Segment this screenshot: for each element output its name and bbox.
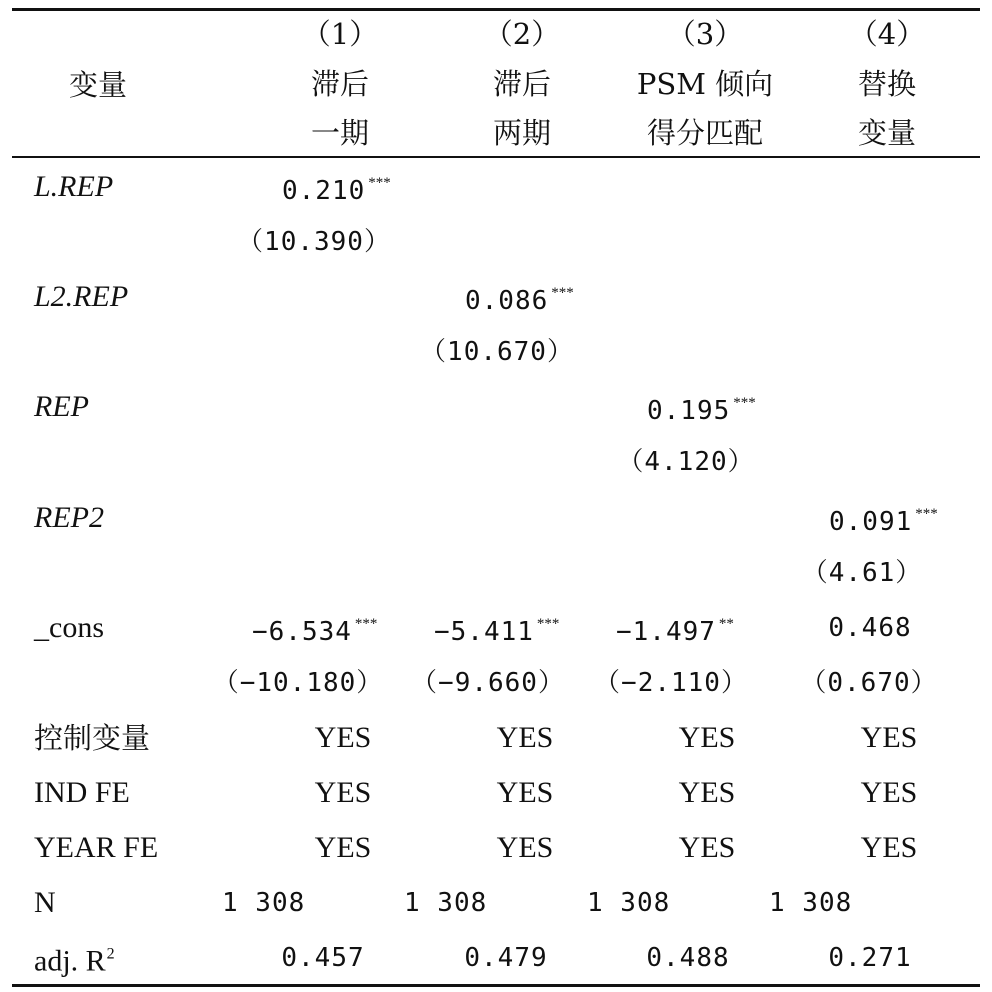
coef-cons-col4: 0.468 <box>828 613 912 643</box>
significance-stars: ** <box>718 616 734 632</box>
controls-col1: YES <box>314 721 372 754</box>
coef-rep2-col4: 0.091 *** <box>829 506 938 537</box>
adj-r2-col2: 0.479 <box>464 943 548 973</box>
coef-cons-col1: −6.534 *** <box>252 616 378 647</box>
bottom-rule <box>12 984 980 987</box>
top-rule <box>12 8 980 11</box>
col1-title-line1: 滞后 <box>310 67 370 101</box>
row-label-ind-fe: IND FE <box>34 776 130 809</box>
coef-cons-col2: −5.411 *** <box>434 616 560 647</box>
adj-r2-col4: 0.271 <box>828 943 912 973</box>
tstat-cons-col3: （−2.110） <box>594 668 748 698</box>
row-label-controls: 控制变量 <box>34 721 151 755</box>
adj-r2-col3: 0.488 <box>646 943 730 973</box>
col4-title-line2: 变量 <box>857 116 917 150</box>
year-fe-col2: YES <box>496 831 554 864</box>
superscript-two: 2 <box>106 945 115 963</box>
col4-title-line1: 替换 <box>857 67 917 101</box>
n-col2: 1 308 <box>404 888 488 918</box>
tstat-cons-col4: （0.670） <box>800 668 938 698</box>
controls-col3: YES <box>678 721 736 754</box>
col1-number: （1） <box>301 17 379 51</box>
col3-title-line2: 得分匹配 <box>646 116 764 150</box>
col2-title-line1: 滞后 <box>492 67 552 101</box>
coef-l2-rep-col2: 0.086 *** <box>465 285 574 316</box>
col2-number: （2） <box>483 17 561 51</box>
adj-r2-col1: 0.457 <box>281 943 365 973</box>
row-label-adj-r2: adj. $R^2$ <box>34 944 115 978</box>
significance-stars: *** <box>536 616 560 632</box>
variable-header: 变量 <box>68 68 128 102</box>
year-fe-col1: YES <box>314 831 372 864</box>
row-label-year-fe: YEAR FE <box>34 831 159 864</box>
tstat-rep-col3: （4.120） <box>617 447 755 477</box>
col3-number: （3） <box>666 17 744 51</box>
tstat-l2-rep-col2: （10.670） <box>420 337 574 367</box>
n-col3: 1 308 <box>587 888 671 918</box>
significance-stars: *** <box>915 506 938 522</box>
coef-rep-col3: 0.195 *** <box>647 395 756 426</box>
controls-col2: YES <box>496 721 554 754</box>
ind-fe-col4: YES <box>860 776 918 809</box>
significance-stars: *** <box>733 395 756 411</box>
row-label-l-rep: L.REP <box>34 170 114 203</box>
row-label-rep: REP <box>34 390 89 423</box>
significance-stars: *** <box>354 616 378 632</box>
tstat-l-rep-col1: （10.390） <box>237 227 391 257</box>
tstat-rep2-col4: （4.61） <box>801 558 923 588</box>
row-label-n: N <box>34 886 56 919</box>
header-rule <box>12 156 980 158</box>
row-label-rep2: REP2 <box>34 501 104 534</box>
coef-cons-col3: −1.497 ** <box>616 616 734 647</box>
col3-title-line1: PSM 倾向 <box>636 67 774 101</box>
tstat-cons-col1: （−10.180） <box>212 668 384 698</box>
significance-stars: *** <box>368 175 391 191</box>
row-label-l2-rep: L2.REP <box>34 280 129 313</box>
year-fe-col3: YES <box>678 831 736 864</box>
controls-col4: YES <box>860 721 918 754</box>
col2-title-line2: 两期 <box>492 116 552 150</box>
year-fe-col4: YES <box>860 831 918 864</box>
n-col1: 1 308 <box>222 888 306 918</box>
tstat-cons-col2: （−9.660） <box>411 668 565 698</box>
col4-number: （4） <box>848 17 926 51</box>
coef-l-rep-col1: 0.210 *** <box>282 175 391 206</box>
ind-fe-col3: YES <box>678 776 736 809</box>
significance-stars: *** <box>551 285 574 301</box>
ind-fe-col2: YES <box>496 776 554 809</box>
n-col4: 1 308 <box>769 888 853 918</box>
row-label-cons: _cons <box>34 611 104 644</box>
col1-title-line2: 一期 <box>310 116 370 150</box>
ind-fe-col1: YES <box>314 776 372 809</box>
